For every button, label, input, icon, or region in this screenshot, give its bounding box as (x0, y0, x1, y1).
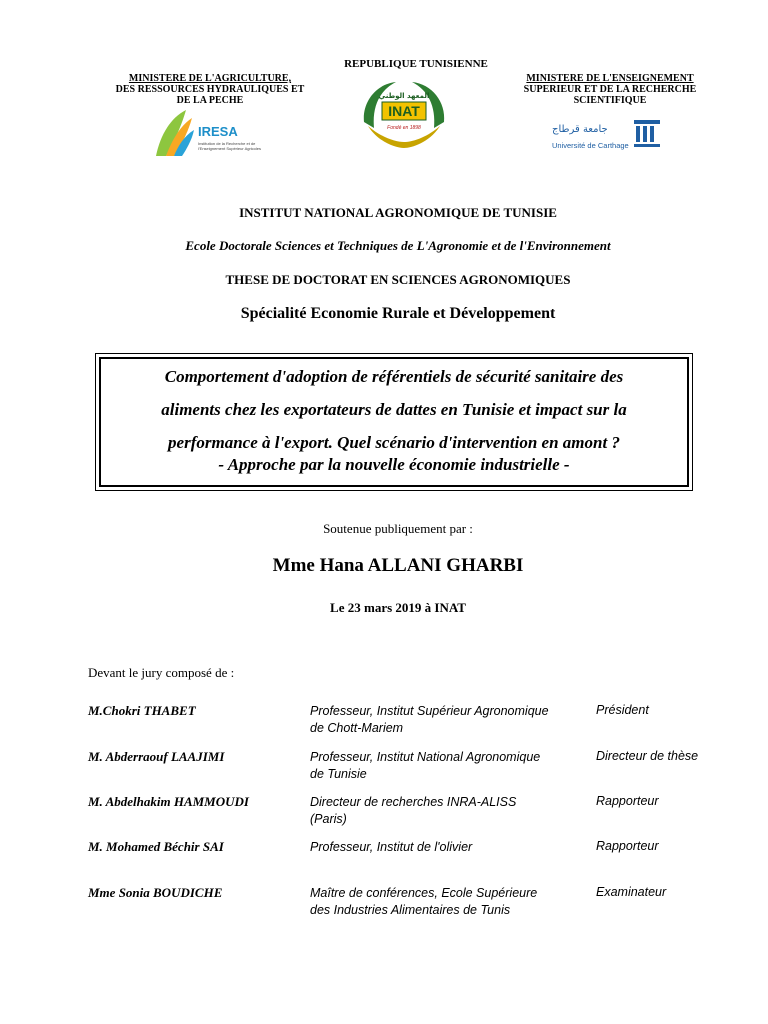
ministry-right-line3: SCIENTIFIQUE (573, 95, 647, 106)
thesis-subtitle: - Approche par la nouvelle économie industrielle - (218, 455, 570, 474)
jury-member-role: Rapporteur (596, 839, 659, 853)
jury-member-affiliation (310, 839, 592, 856)
svg-text:Institution de la Recherche et: Institution de la Recherche et de (198, 141, 256, 146)
carthage-university-logo (548, 118, 662, 154)
thesis-title (100, 360, 688, 459)
iresa-logo (152, 108, 276, 158)
svg-text:Université de Carthage: Université de Carthage (552, 141, 629, 150)
jury-member-affiliation (310, 703, 592, 737)
affiliation-line1: Directeur de recherches INRA-ALISS (310, 795, 517, 809)
author-name: Mme Hana ALLANI GHARBI (272, 555, 524, 576)
jury-member-name: Mme Sonia BOUDICHE (88, 885, 223, 900)
affiliation-line2: des Industries Alimentaires de Tunis (310, 903, 511, 917)
affiliation-line2: de Chott-Mariem (310, 721, 404, 735)
ministry-left-line1: MINISTERE DE L'AGRICULTURE, (128, 73, 292, 84)
jury-member-name: M.Chokri THABET (88, 703, 196, 718)
jury-intro: Devant le jury composé de : (88, 665, 235, 680)
affiliation-line1: Professeur, Institut National Agronomique (310, 750, 541, 764)
defense-date: Le 23 mars 2019 à INAT (330, 600, 466, 615)
jury-member-name: M. Abderraouf LAAJIMI (88, 749, 225, 764)
ministry-right-line1: MINISTERE DE L'ENSEIGNEMENT (526, 73, 694, 84)
svg-text:جامعة قرطاج: جامعة قرطاج (552, 124, 608, 135)
jury-member-affiliation (310, 794, 592, 828)
jury-member-role: Examinateur (596, 885, 667, 899)
specialty: Spécialité Economie Rurale et Développement (240, 305, 556, 322)
thesis-title-line3: performance à l'export. Quel scénario d'intervention en amont ? (168, 433, 620, 452)
ministry-agriculture (80, 73, 340, 106)
thesis-type: THESE DE DOCTORAT EN SCIENCES AGRONOMIQUES (225, 272, 571, 287)
affiliation-line1: Professeur, Institut Supérieur Agronomique (310, 704, 549, 718)
ministry-left-line3: DE LA PECHE (176, 95, 244, 106)
inat-logo (356, 76, 452, 152)
jury-member-name: M. Abdelhakim HAMMOUDI (88, 794, 249, 809)
institution-name: INSTITUT NATIONAL AGRONOMIQUE DE TUNISIE (239, 205, 557, 220)
jury-member-role: Rapporteur (596, 794, 659, 808)
svg-text:Fondé en 1898: Fondé en 1898 (387, 125, 421, 131)
republic-heading: REPUBLIQUE TUNISIENNE (344, 58, 488, 70)
svg-text:INAT: INAT (388, 103, 420, 119)
jury-member-role: Directeur de thèse (596, 749, 699, 763)
jury-member-role: Président (596, 703, 649, 717)
jury-member-affiliation (310, 749, 592, 783)
jury-member-name: M. Mohamed Béchir SAI (88, 839, 224, 854)
affiliation-line1: Professeur, Institut de l'olivier (310, 840, 473, 854)
thesis-title-line2: aliments chez les exportateurs de dattes en Tunisie et impact sur la (161, 400, 627, 419)
thesis-title-line1: Comportement d'adoption de référentiels de sécurité sanitaire des (164, 367, 624, 386)
affiliation-line1: Maître de conférences, Ecole Supérieure (310, 886, 538, 900)
svg-text:المعهد الوطني: المعهد الوطني (378, 92, 430, 100)
ministry-higher-education (508, 73, 712, 106)
defended-by-label: Soutenue publiquement par : (323, 521, 473, 536)
svg-text:l'Enseignement Supérieur Agric: l'Enseignement Supérieur Agricoles (198, 146, 262, 151)
jury-member-affiliation (310, 885, 592, 919)
affiliation-line2: de Tunisie (310, 767, 367, 781)
ministry-right-line2: SUPERIEUR ET DE LA RECHERCHE (523, 84, 697, 95)
svg-text:IRESA: IRESA (198, 124, 238, 139)
doctoral-school: Ecole Doctorale Sciences et Techniques de L'Agronomie et de l'Environnement (185, 238, 611, 253)
ministry-left-line2: DES RESSOURCES HYDRAULIQUES ET (115, 84, 305, 95)
affiliation-line2: (Paris) (310, 812, 347, 826)
